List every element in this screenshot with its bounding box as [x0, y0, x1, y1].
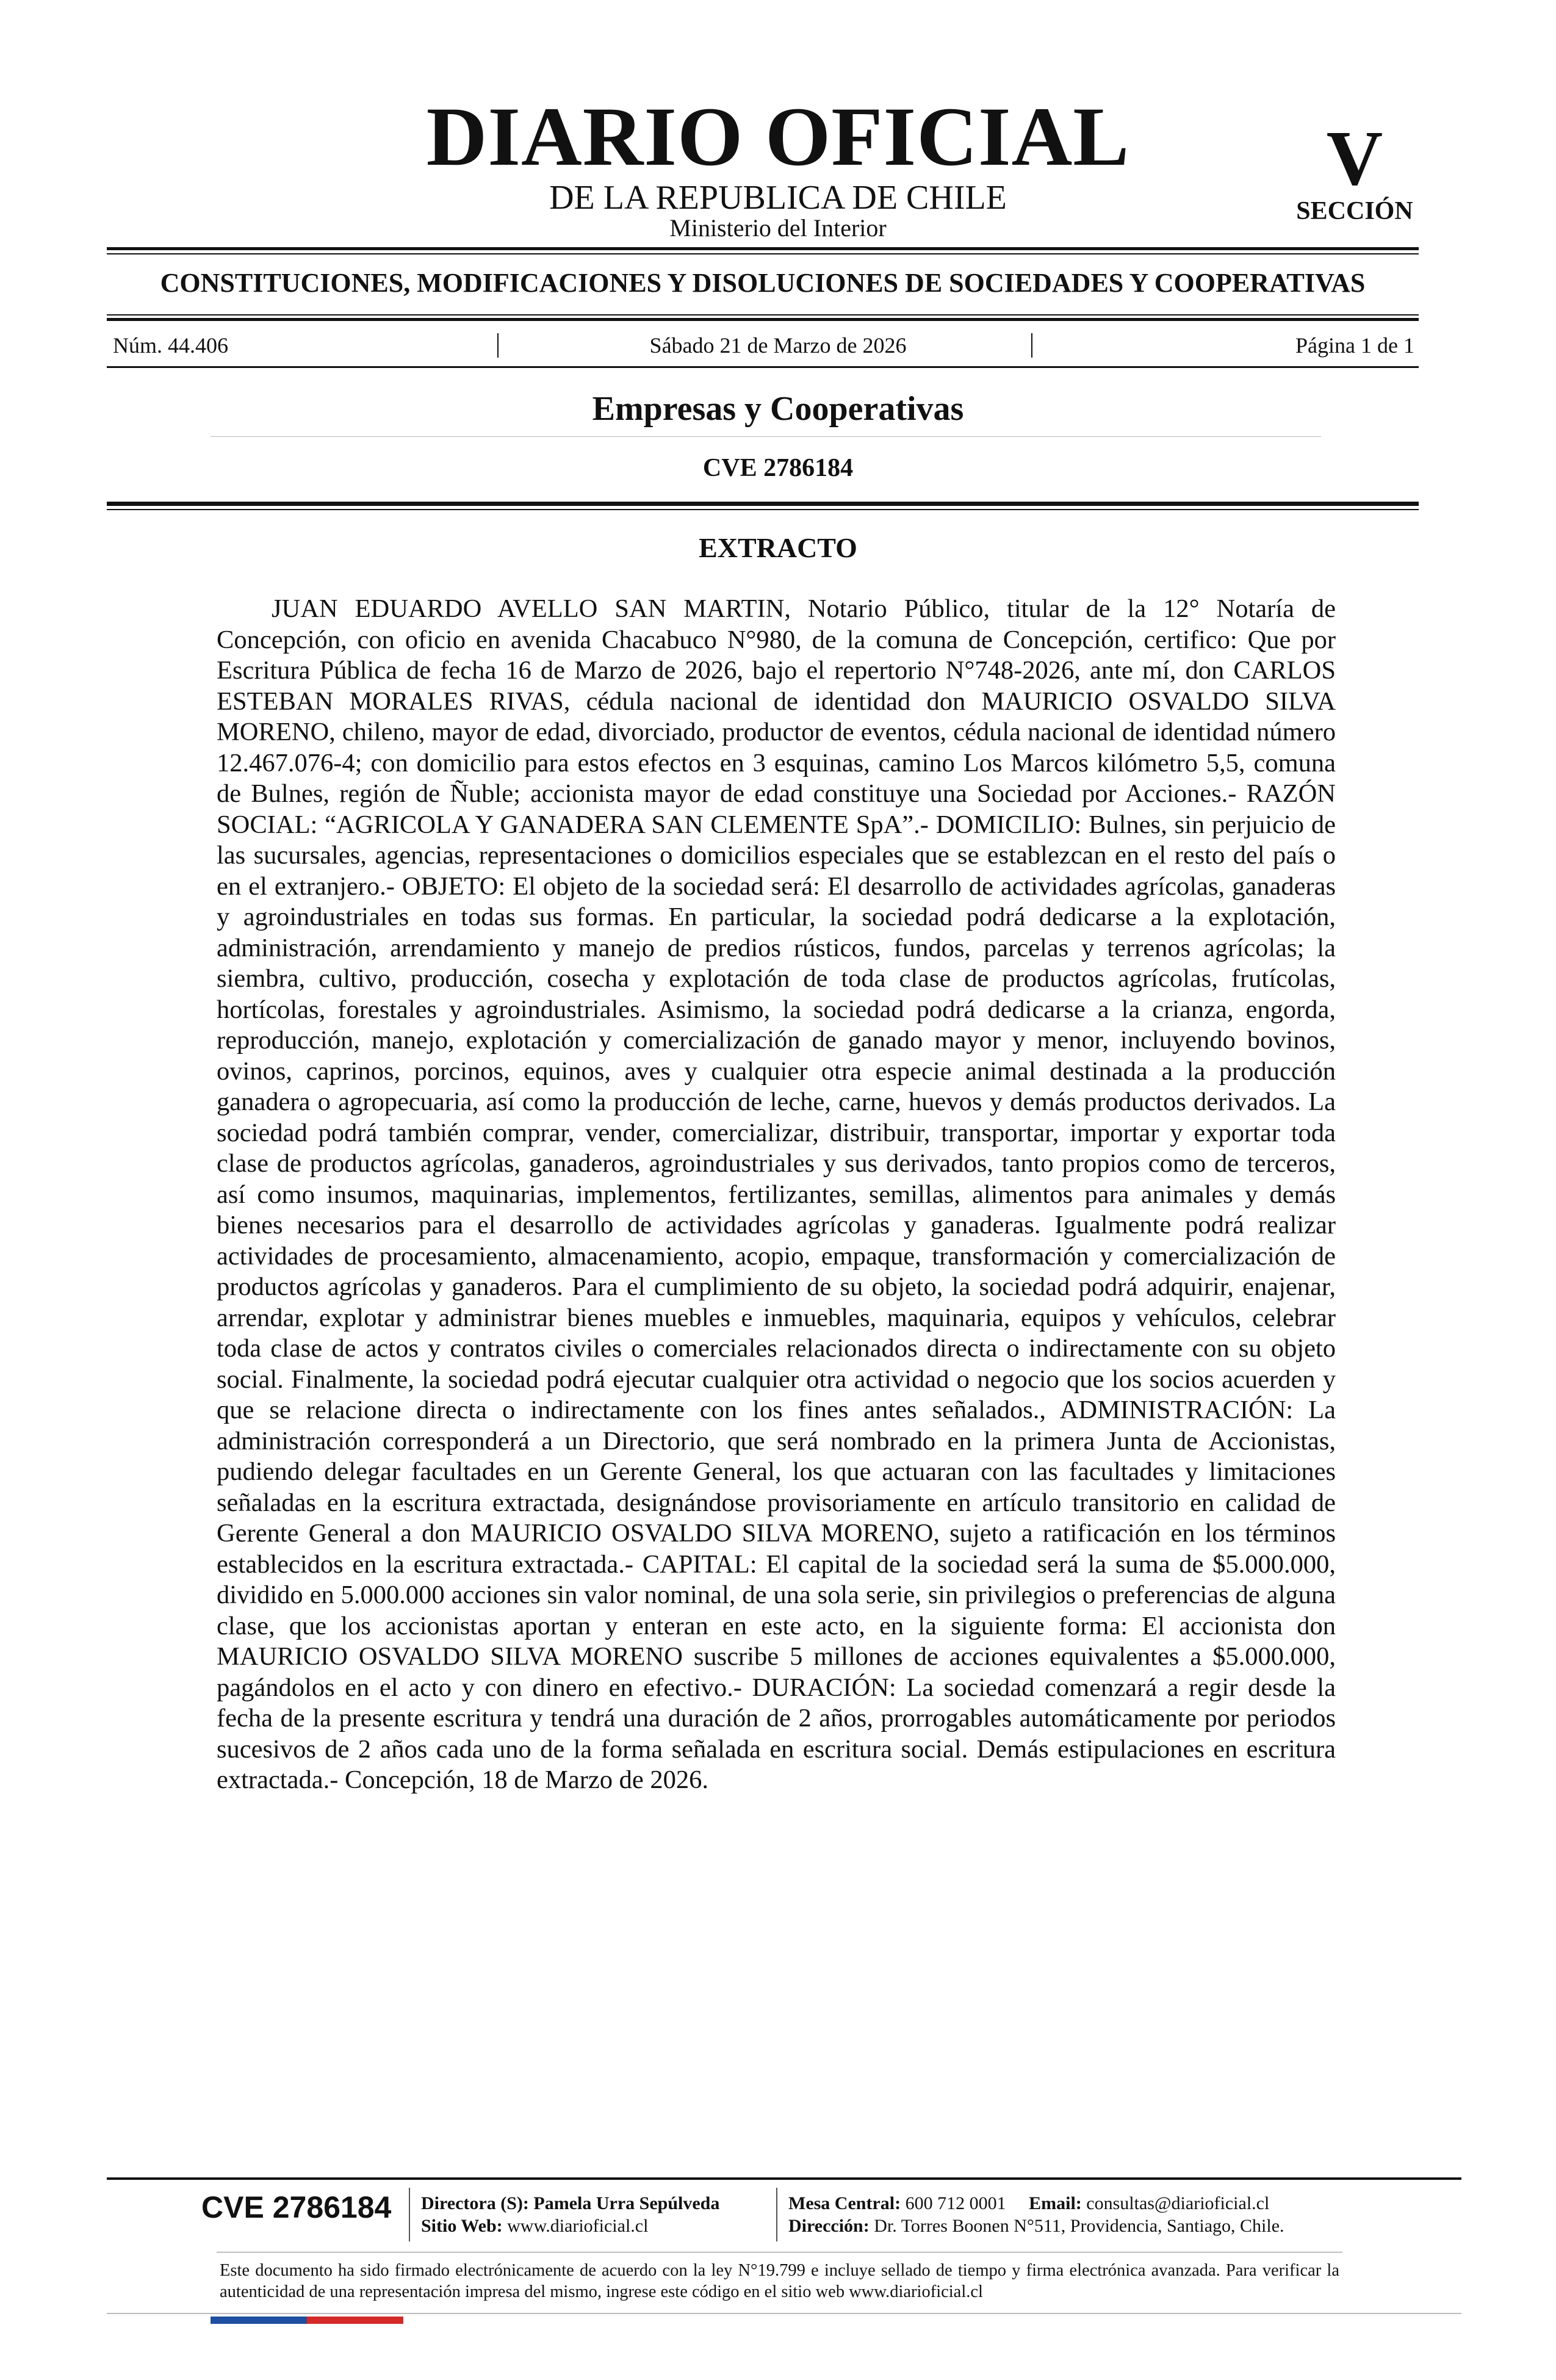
- phone-number: 600 712 0001: [905, 2193, 1006, 2213]
- banner-rule-thick: [107, 318, 1419, 321]
- issue-number: Núm. 44.406: [113, 333, 228, 358]
- banner-rule-thin: [107, 314, 1419, 316]
- issue-date: Sábado 21 de Marzo de 2026: [649, 333, 907, 358]
- masthead-subtitle: DE LA REPUBLICA DE CHILE: [549, 179, 1007, 217]
- masthead-rule-thick: [107, 247, 1419, 250]
- email-label: Email:: [1029, 2193, 1082, 2213]
- director-name: Pamela Urra Sepúlveda: [533, 2193, 720, 2213]
- footer-cve-code: CVE 2786184: [201, 2190, 392, 2224]
- footer-separator: [409, 2188, 410, 2241]
- document-type: EXTRACTO: [699, 532, 857, 563]
- website-label: Sitio Web:: [421, 2216, 503, 2236]
- extract-body: JUAN EDUARDO AVELLO SAN MARTIN, Notario Público, titular de la 12° Notaría de Concepción, con oficio en avenida Chacabuco N°980, de la comuna de Concepción, certifico: Que por Escritura Pública de fecha 16 de Marzo de 2026, bajo el repertorio N°748-2026, ante mí, don CARLOS ESTEBAN MORALES RIVAS, cédula nacional de identidad don MAURICIO OSVALDO SILVA MORENO, chileno, mayor de edad, divorciado, productor de eventos, cédula nacional de identidad número 12.467.076-4; con domicilio para estos efectos en 3 esquinas, camino Los Marcos kilómetro 5,5, comuna de Bulnes, región de Ñuble; accionista mayor de edad constituye una Sociedad por Acciones.- RAZÓN SOCIAL: “AGRICOLA Y GANADERA SAN CLEMENTE SpA”.- DOMICILIO: Bulnes, sin perjuicio de las sucursales, agencias, representaciones o domicilios especiales que se establezcan en el resto del país o en el extranjero.- OBJETO: El objeto de la sociedad será: El desarrollo de actividades agrícolas, ganaderas y agroindustriales en todas sus formas. En particular, la sociedad podrá dedicarse a la explotación, administración, arrendamiento y manejo de predios rústicos, fundos, parcelas y terrenos agrícolas; la siembra, cultivo, producción, cosecha y explotación de toda clase de productos agrícolas, frutícolas, hortícolas, forestales y agroindustriales. Asimismo, la sociedad podrá dedicarse a la crianza, engorda, reproducción, manejo, explotación y comercialización de ganado mayor y menor, incluyendo bovinos, ovinos, caprinos, porcinos, equinos, aves y cualquier otra especie animal destinada a la producción ganadera o agropecuaria, así como la producción de leche, carne, huevos y demás productos derivados. La sociedad podrá también comprar, vender, comercializar, distribuir, transportar, importar y exportar toda clase de productos agrícolas, ganaderos, agroindustriales y sus derivados, tanto propios como de terceros, así como insumos, maquinarias, implementos, fertilizantes, semillas, alimentos para animales y demás bienes necesarios para el desarrollo de actividades agrícolas y ganaderas. Igualmente podrá realizar actividades de procesamiento, almacenamiento, acopio, empaque, transformación y comercialización de productos agrícolas y ganaderos. Para el cumplimiento de su objeto, la sociedad podrá adquirir, enajenar, arrendar, explotar y administrar bienes muebles e inmuebles, maquinaria, equipos y vehículos, celebrar toda clase de actos y contratos civiles o comerciales relacionados directa o indirectamente con su objeto social. Finalmente, la sociedad podrá ejecutar cualquier otra actividad o negocio que los socios acuerden y que se relacione directa o indirectamente con los fines antes señalados., ADMINISTRACIÓN: La administración corresponderá a un Directorio, que será nombrado en la primera Junta de Accionistas, pudiendo delegar facultades en un Gerente General, los que actuaran con las facultades y limitaciones señaladas en la escritura extractada, designándose provisoriamente en artículo transitorio en calidad de Gerente General a don MAURICIO OSVALDO SILVA MORENO, sujeto a ratificación en los términos establecidos en la escritura extractada.- CAPITAL: El capital de la sociedad será la suma de $5.000.000, dividido en 5.000.000 acciones sin valor nominal, de una sola serie, sin privilegios o preferencias de alguna clase, que los accionistas aportan y enteran en este acto, en la siguiente forma: El accionista don MAURICIO OSVALDO SILVA MORENO suscribe 5 millones de acciones equivalentes a $5.000.000, pagándolos en el acto y con dinero en efectivo.- DURACIÓN: La sociedad comenzará a regir desde la fecha de la presente escritura y tendrá una duración de 2 años, prorrogables automáticamente por periodos sucesivos de 2 años cada uno de la forma señalada en escritura social. Demás estipulaciones en escritura extractada.- Concepción, 18 de Marzo de 2026.: [217, 594, 1336, 1794]
- cve-rule-thin: [107, 509, 1419, 510]
- cve-rule-thick: [107, 502, 1419, 506]
- section-title: Empresas y Cooperativas: [592, 390, 964, 428]
- masthead-ministry: Ministerio del Interior: [669, 214, 887, 242]
- footer-contact-director: [421, 2192, 719, 2237]
- masthead-rule-thin: [107, 253, 1419, 254]
- website-link[interactable]: www.diarioficial.cl: [507, 2216, 649, 2236]
- address-label: Dirección:: [788, 2216, 870, 2236]
- masthead-title: DIARIO OFICIAL: [426, 90, 1130, 183]
- phone-label: Mesa Central:: [788, 2193, 901, 2213]
- section-title-underline: [211, 436, 1321, 437]
- footer-bottom-rule: [107, 2313, 1461, 2314]
- footer-disclaimer: Este documento ha sido firmado electrónicamente de acuerdo con la ley N°19.799 e incluye sellado de tiempo y firma electrónica avanzada. Para verificar la autenticidad de una representación impresa del mismo, ingrese este código en el sitio web www.diarioficial.cl: [220, 2261, 1339, 2301]
- flag-blue-stripe: [211, 2317, 307, 2324]
- footer-rule: [107, 2177, 1461, 2180]
- info-separator: [1031, 333, 1032, 358]
- address-text: Dr. Torres Boonen N°511, Providencia, Santiago, Chile.: [874, 2216, 1284, 2236]
- email-link[interactable]: consultas@diarioficial.cl: [1086, 2193, 1270, 2213]
- footer-contact-office: [788, 2192, 1284, 2237]
- page-number: Página 1 de 1: [1295, 333, 1414, 358]
- flag-red-stripe: [307, 2317, 403, 2324]
- footer-separator: [776, 2188, 777, 2241]
- info-rule: [107, 366, 1419, 368]
- cve-code: CVE 2786184: [702, 454, 854, 482]
- director-label: Directora (S):: [421, 2193, 529, 2213]
- section-banner: CONSTITUCIONES, MODIFICACIONES Y DISOLUCIONES DE SOCIEDADES Y COOPERATIVAS: [160, 268, 1366, 298]
- section-letter: V: [1326, 115, 1383, 201]
- section-label: SECCIÓN: [1296, 197, 1413, 225]
